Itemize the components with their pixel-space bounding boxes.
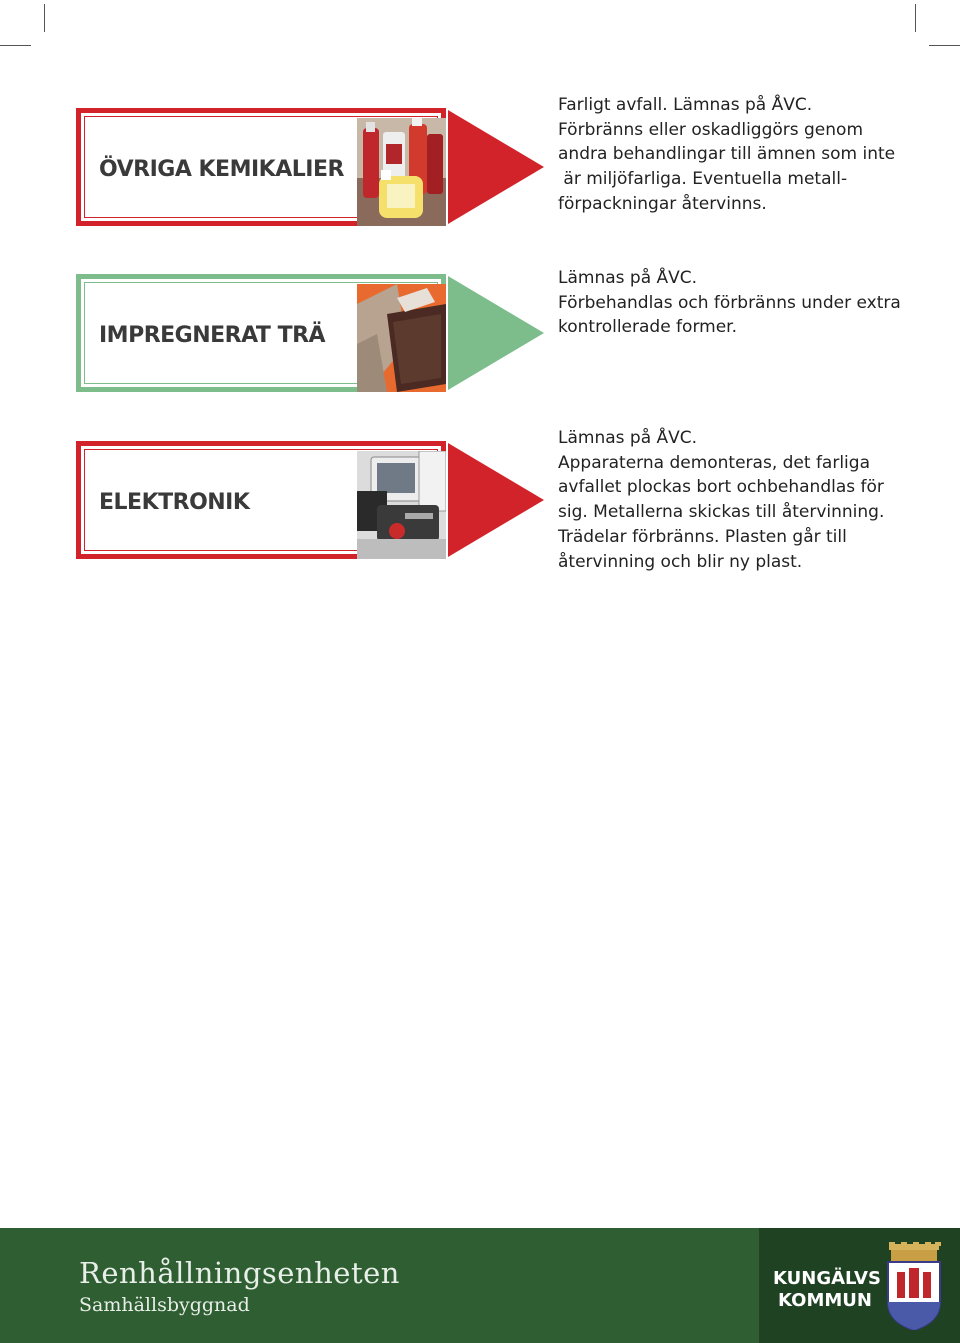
- category-frame: [76, 274, 446, 392]
- logo-line: KUNGÄLVS: [773, 1268, 881, 1289]
- description-line: Förbränns eller oskadliggörs genom: [558, 119, 864, 140]
- description-line: återvinning och blir ny plast.: [558, 551, 803, 572]
- arrow-icon: [446, 441, 546, 559]
- category-card-chemicals: [76, 108, 546, 228]
- municipality-logo: [759, 1228, 960, 1343]
- category-label: ÖVRIGA KEMIKALIER: [99, 157, 344, 182]
- arrow-icon: [446, 274, 546, 392]
- electronics-photo: [357, 451, 446, 559]
- category-frame: [76, 441, 446, 559]
- crop-mark: [44, 4, 45, 32]
- footer-title: Renhållningsenheten: [79, 1256, 400, 1290]
- kungalv-crest-icon: [885, 1242, 943, 1330]
- crop-mark: [929, 45, 960, 46]
- category-frame: [76, 108, 446, 226]
- description-line: förpackningar återvinns.: [558, 193, 767, 214]
- description-line: är miljöfarliga. Eventuella metall-: [558, 169, 848, 190]
- description-line: Lämnas på ÅVC.: [558, 428, 698, 448]
- category-card-wood: [76, 274, 546, 394]
- logo-line: KOMMUN: [778, 1290, 872, 1311]
- description-line: Lämnas på ÅVC.: [558, 268, 698, 288]
- category-description: [558, 93, 918, 217]
- category-description: [558, 266, 918, 340]
- crop-mark: [915, 4, 916, 32]
- category-label: IMPREGNERAT TRÄ: [99, 323, 326, 348]
- description-line: avfallet plockas bort ochbehandlas för: [558, 477, 884, 498]
- description-line: Trädelar förbränns. Plasten går till: [558, 526, 847, 547]
- category-label: ELEKTRONIK: [99, 490, 250, 515]
- description-line: Förbehandlas och förbränns under extra: [558, 292, 901, 313]
- chemicals-photo: [357, 118, 446, 226]
- footer: [0, 1228, 960, 1343]
- footer-subtitle: Samhällsbyggnad: [79, 1294, 250, 1316]
- description-line: Apparaterna demonteras, det farliga: [558, 452, 870, 473]
- description-line: kontrollerade former.: [558, 317, 737, 338]
- description-line: sig. Metallerna skickas till återvinning.: [558, 502, 885, 523]
- category-description: [558, 426, 918, 574]
- wood-photo: [357, 284, 446, 392]
- description-line: andra behandlingar till ämnen som inte: [558, 144, 896, 165]
- category-card-electronics: [76, 441, 546, 561]
- logo-text: [773, 1268, 881, 1312]
- crop-mark: [0, 45, 31, 46]
- arrow-icon: [446, 108, 546, 226]
- description-line: Farligt avfall. Lämnas på ÅVC.: [558, 95, 813, 115]
